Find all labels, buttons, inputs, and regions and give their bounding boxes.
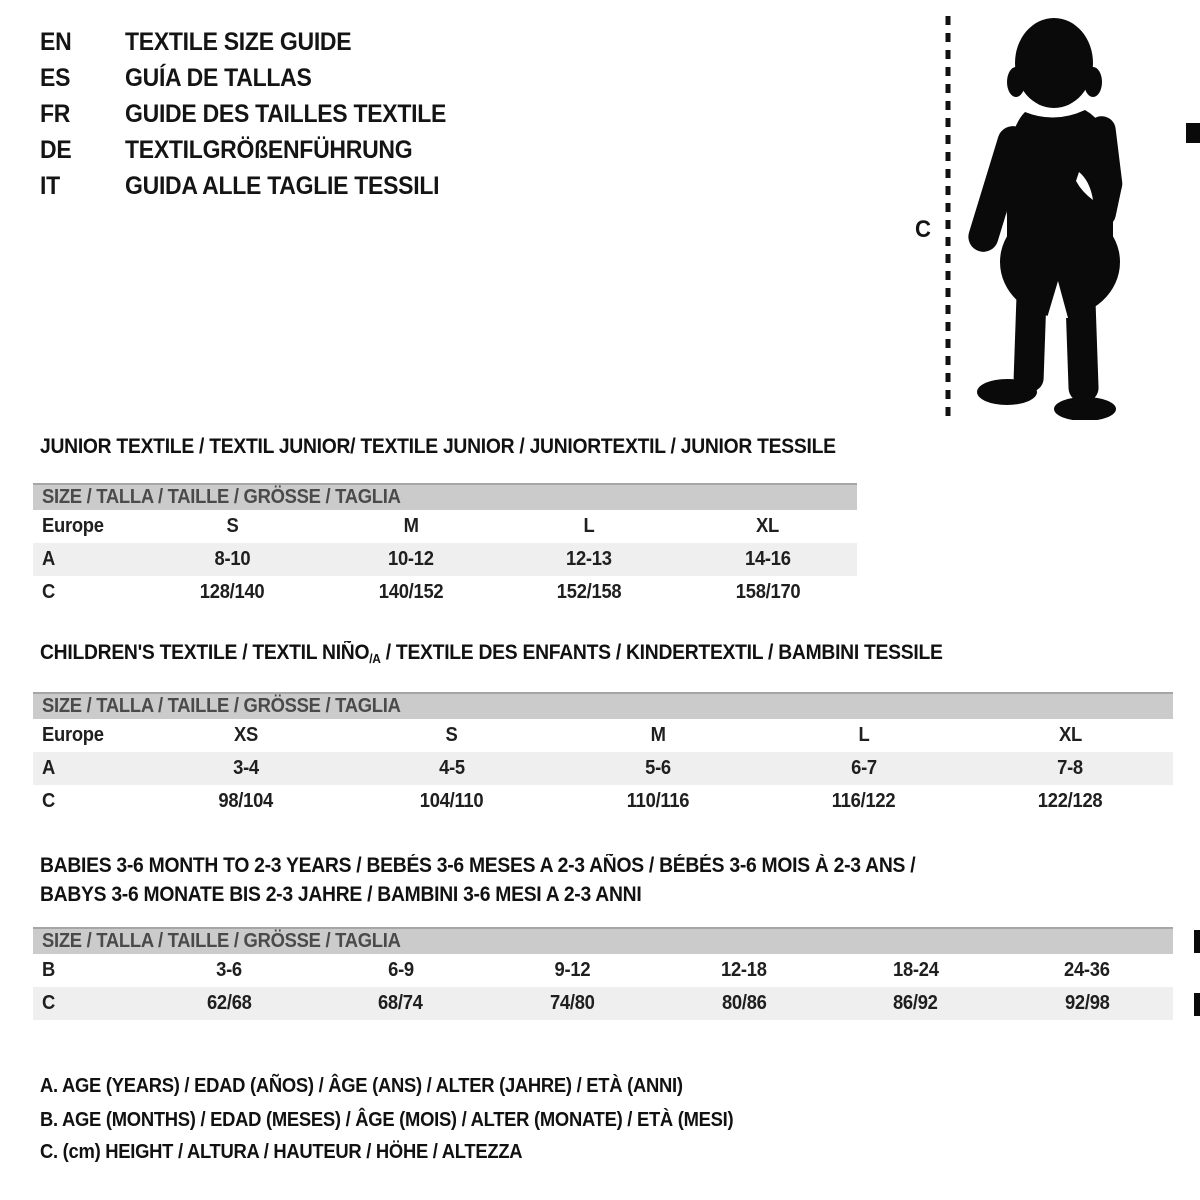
size-header-bar: [33, 927, 1173, 954]
legend-height-cm: C. (cm) HEIGHT / ALTURA / HAUTEUR / HÖHE / ALTEZZA: [40, 1141, 523, 1163]
age-value: 8-10: [214, 548, 251, 570]
guide-title-de: TEXTILGRÖßENFÜHRUNG: [125, 136, 413, 164]
size-header-text: SIZE / TALLA / TAILLE / GRÖSSE / TAGLIA: [42, 695, 401, 717]
size-header-bar: [33, 692, 1173, 719]
age-value: 10-12: [387, 548, 434, 570]
height-value: 62/68: [206, 992, 252, 1014]
babies-section-title-line2: BABYS 3-6 MONATE BIS 2-3 JAHRE / BAMBINI 3-6 MESI A 2-3 ANNI: [40, 883, 642, 906]
language-title-list: [40, 28, 474, 211]
size-value: L: [858, 724, 870, 746]
language-row: [40, 136, 474, 164]
age-value: 12-13: [566, 548, 613, 570]
language-row: [40, 172, 474, 200]
size-value: M: [650, 724, 666, 746]
row-label: C: [42, 790, 56, 812]
junior-section-title: JUNIOR TEXTILE / TEXTIL JUNIOR/ TEXTILE JUNIOR / JUNIORTEXTIL / JUNIOR TESSILE: [40, 435, 836, 458]
language-code: DE: [40, 136, 72, 164]
height-value: 92/98: [1064, 992, 1110, 1014]
row-label: A: [42, 548, 56, 570]
size-header-text: SIZE / TALLA / TAILLE / GRÖSSE / TAGLIA: [42, 930, 401, 952]
children-section-title: CHILDREN'S TEXTILE / TEXTIL $NIÑO_{/A}$ / TEXTILE DES ENFANTS / KINDERTEXTIL / BAMBINI TESSILE: [40, 641, 943, 666]
age-months-value: 9-12: [554, 959, 591, 981]
row-label: C: [42, 581, 56, 603]
height-value: 74/80: [549, 992, 595, 1014]
height-value: 158/170: [735, 581, 801, 603]
height-value: 86/92: [893, 992, 938, 1014]
language-row: [40, 28, 474, 56]
row-label: C: [42, 992, 56, 1014]
table-row-age-months: [33, 954, 1173, 987]
size-value: S: [226, 515, 239, 537]
size-header-text: SIZE / TALLA / TAILLE / GRÖSSE / TAGLIA: [42, 486, 401, 508]
row-label: A: [42, 757, 56, 779]
age-months-value: 12-18: [721, 959, 767, 981]
size-value: L: [583, 515, 595, 537]
height-value: 116/122: [832, 790, 896, 812]
nino-a-subscript: /A: [369, 651, 381, 666]
legend-age-years: A. AGE (YEARS) / EDAD (AÑOS) / ÂGE (ANS) / ALTER (JAHRE) / ETÀ (ANNI): [40, 1075, 683, 1097]
row-label: Europe: [42, 724, 104, 746]
height-value: 122/128: [1037, 790, 1103, 812]
age-months-value: 24-36: [1064, 959, 1111, 981]
size-value: S: [445, 724, 458, 746]
age-months-value: 6-9: [387, 959, 414, 981]
height-value: 104/110: [420, 790, 484, 812]
age-value: 6-7: [851, 757, 877, 779]
guide-title-fr: GUIDE DES TAILLES TEXTILE: [125, 100, 447, 128]
row-label: Europe: [42, 515, 104, 537]
height-value: 140/152: [378, 581, 444, 603]
age-months-value: 3-6: [215, 959, 242, 981]
children-size-table: [33, 692, 1173, 818]
height-value: 80/86: [721, 992, 767, 1014]
age-value: 3-4: [233, 757, 259, 779]
babies-size-table: [33, 927, 1173, 1020]
junior-size-table: [33, 483, 857, 609]
table-row-age: [33, 543, 857, 576]
guide-title-es: GUÍA DE TALLAS: [125, 64, 312, 92]
height-value: 152/158: [556, 581, 622, 603]
language-row: [40, 64, 474, 92]
page-edge-artifact: [1186, 123, 1200, 143]
age-months-value: 18-24: [892, 959, 939, 981]
table-row-height: [33, 576, 857, 609]
language-code: ES: [40, 64, 71, 92]
language-code: FR: [40, 100, 71, 128]
size-header-bar: [33, 483, 857, 510]
age-value: 4-5: [439, 757, 465, 779]
age-value: 7-8: [1057, 757, 1083, 779]
table-row-height: [33, 987, 1173, 1020]
language-code: IT: [40, 172, 60, 200]
row-label: B: [42, 959, 56, 981]
size-value: XL: [756, 515, 780, 537]
height-value: 98/104: [218, 790, 274, 812]
height-measure-dashed-line: [944, 14, 952, 418]
table-row-europe: [33, 510, 857, 543]
table-row-europe: [33, 719, 1173, 752]
height-value: 128/140: [199, 581, 265, 603]
table-row-height: [33, 785, 1173, 818]
guide-title-en: TEXTILE SIZE GUIDE: [125, 28, 352, 56]
language-row: [40, 100, 474, 128]
height-value: 68/74: [378, 992, 423, 1014]
size-value: XS: [233, 724, 259, 746]
size-value: XL: [1058, 724, 1082, 746]
size-value: M: [403, 515, 419, 537]
height-measure-label: C: [915, 216, 931, 243]
height-value: 110/116: [626, 790, 690, 812]
babies-section-title-line1: BABIES 3-6 MONTH TO 2-3 YEARS / BEBÉS 3-6 MESES A 2-3 AÑOS / BÉBÉS 3-6 MOIS À 2-3 ANS /: [40, 854, 916, 877]
age-value: 14-16: [744, 548, 791, 570]
baby-silhouette-icon: [963, 12, 1138, 420]
legend-age-months: B. AGE (MONTHS) / EDAD (MESES) / ÂGE (MOIS) / ALTER (MONATE) / ETÀ (MESI): [40, 1109, 734, 1131]
age-value: 5-6: [645, 757, 671, 779]
language-code: EN: [40, 28, 72, 56]
table-row-age: [33, 752, 1173, 785]
page-edge-artifact: [1194, 930, 1200, 953]
guide-title-it: GUIDA ALLE TAGLIE TESSILI: [125, 172, 440, 200]
page-edge-artifact: [1194, 993, 1200, 1016]
